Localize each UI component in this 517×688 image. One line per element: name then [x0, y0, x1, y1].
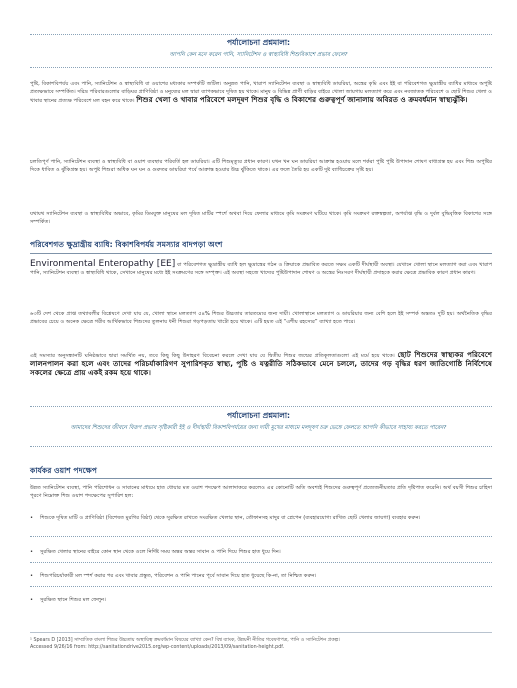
section-rule [30, 253, 492, 254]
bullet-mark: • [30, 597, 34, 603]
paragraph [30, 80, 492, 106]
review-title: পর্যালোচনা প্রশ্নমালা: [226, 38, 291, 47]
section-rule [30, 478, 492, 479]
review-title: পর্যালোচনা প্রশ্নমালা: [226, 411, 291, 420]
paragraph-text: বা পরিবেশগত ক্ষুদ্রান্ত্রীয় ব্যাধি হল ক্ষুদ্রান্ত্রের গঠন ও ক্রিয়াকে প্রভাবিত করতে সক্ষম একটি দীর্ঘস্থায়ী অবস্থা। যেখানে খোলা স্থানে মলত্যাগ করা এবং খারাপ পানি, স্যানিটেশন ব্যবস্থা ও স্বাস্থ্যবিধি থাকে, সেখানে মানুষের মধ্যে ইই সংক্রমণের সঙ্গে সম্পৃক্ত। এই অবস্থা সহজে খাদ্যের পুষ্টিউপাদান শোষণ ও অন্ত্রের নিঃসরণ দীর্ঘস্থায়ী প্রদাহকে করার ক্ষেত্রে প্রভাবিক কারণ প্রধান কারণ। [30, 262, 492, 277]
review-question: আপনি কেন মনে করেন পানি, স্যানিটেশন ও স্বাস্থ্যবিধি শিশুবিকাশে প্রভাব ফেলে? [169, 52, 348, 58]
footnote-url: Accessed 9/26/16 from: http://sanitationdrive2015.org/wp-content/uploads/2013/09/sanitation-height.pdf. [30, 645, 285, 650]
paragraph-emphasis: ছোট শিশুদের স্বাস্থ্যকর পরিবেশে লালনপালন করা হলে এবং তাদের পরিচর্যাকারিগণ সুপারিশকৃত স্বাস্থ্য, পুষ্টি ও যত্নরীতি সঠিকভাবে মেনে চললে, তাদের গড় বৃদ্ধির ধরণ জাতিগোষ্ঠি নির্বিশেষে সকলের ক্ষেত্রে প্রায় একই রকম হয়ে থাকে। [30, 350, 492, 378]
section-heading: কার্যকর ওয়াশ পদক্ষেপ [30, 466, 97, 475]
paragraph: উন্নত স্যানিটেশন ব্যবস্থা, পানি পরিশোধন ও সাবানের মাধ্যমে হাত ধোয়ার মত ওয়াশ পদক্ষেপ আলাদাকরে করলেও এর কোনোটি অতি অবশ্যই শিশুদের গুরুত্বপূর্ণ প্রত্যেজনীয়তার প্রতি দৃষ্টিপাত করেনি। অর্থ বয়সী শিশুর চাহিদা পূরণে নিম্নোক্ত শিশু ওয়াশ পদক্ষেপের সুপারিশ হল: [30, 485, 492, 500]
paragraph [30, 351, 492, 379]
list-item-text: শিশুপরিচর্যাকারী মল স্পর্শ করার পর এবং খাবার প্রস্তুত, পরিবেশন ও পানি পানের পূর্বে সাবান দিয়ে হাত ধুয়েছে কি-না, তা নিশ্চিত করুন। [40, 573, 317, 579]
paragraph-emphasis: শিশুর খেলা ও খাবার পরিবেশে মলদূষণ শিশুর বৃদ্ধি ও বিকাশের গুরুত্বপূর্ণ জানালায় অবিরত ও ক্রমবর্ধমান স্বাস্থ্যঝুঁকি। [136, 95, 468, 105]
paragraph: যথাযথ স্যানিটেশন ব্যবস্থা ও স্বাস্থ্যবিধির অভাবে, কৃমির ডিমযুক্ত মানুষের মল দূষিত মাটির স্পর্শে অথবা দিয়ে ফেলার মাধ্যমে কৃমি সংক্রমণ ঘটিয়ে থাকে। কৃমি সংক্রমণ রক্তস্বল্পতা, অপর্যাপ্ত বৃদ্ধি ও দুর্বল বুদ্ধিবৃত্তিক বিকাশের সঙ্গে সম্পর্কিত। [30, 211, 492, 226]
paragraph-text: পুষ্টি, বিকাশবিপর্যয় এবং পানি, স্যানিটেশন ও স্বাস্থ্যবিধি বা ওয়াশের মধ্যকার সম্পর্কটি জটিল। অনুন্নত পানি, খারাপ স্যানিটেশন ব্যবস্থা ও স্বাস্থ্যবিধি ডায়রিয়া, অন্ত্রের কৃমি এবং ইই বা পরিবেশগত ক্ষুদ্রান্ত্রীয় ব্যাধির মাধ্যমে অপুষ্টি প্রত্যক্ষভাবে সম্পর্কিত। দরিদ্র পরিবারগুলোর বাড়িঘর প্রাণিবিষ্ঠা ও মনুষ্যের মল দ্বারা ব্যাপকভাবে দূষিত হয় থাকে। মানুষ ও বিভিন্ন প্রাণী বাড়ির বাইরে খোলা জায়গায় মলত্যাগ করে এবং নবজাতক পরিবেশে ও ছোট শিশুর খেলা ও খাবার স্থানের প্রত্যক্ষ পরিবেশে মল বহন করে থাকে। [30, 81, 492, 105]
divider [30, 446, 492, 447]
list-item-text: সুরক্ষিত স্থানে শিশুর মল ফেলুন। [40, 597, 106, 603]
divider [30, 406, 492, 407]
paragraph-text: এই সমস্যার অনুসন্ধানটি ঘনিষ্ঠভাবে দ্বারা সমর্থিত নয়, তবে কিছু কিছু উদাহরণ বিবেচনা করলে দেখা যায় যে দ্বিতীয় শিশুর জন্মের প্রতিকূলতাগুলো এই মর্মে হয়ে থাকে। [30, 353, 395, 359]
list-item-text: সুরক্ষিত খেলার স্থানের বাইরে কোন স্থান থেকে ওলে নির্দিষ্ট সময় অন্তর অন্তর সাবান ও পানি দিয়ে শিশুর হাত ধুয়ে দিন। [40, 549, 281, 555]
bullet-mark: • [30, 549, 34, 555]
footnote [30, 637, 492, 651]
section-heading: পরিবেশগত ক্ষুদ্রান্ত্রীয় ব্যাধি: বিকাশবিপর্যয় সমস্যার বাদপড়া অংশ [30, 240, 223, 249]
list-divider [30, 536, 492, 537]
review-question: আমাদের শিশুদের জীবনে বিরূপ প্রভাব সৃষ্টিকারী ইই ও দীর্ঘস্থায়ী বিকাশবিপর্যয়ের জন্য দায়ী মুখের মাধ্যমে মলদূষণ চক্র ভেঙ্গে ফেলতে আপনি কীভাবে সাহায্য করতে পারেন? [70, 425, 447, 431]
footnote-line: ¹ Spears D [2013] সাম্প্রতিক বাংলা শিশুর উচ্চতায় অস্থায়িত্ব ক্রমবর্ধমান বিষয়ের ব্যাখ্যা কেন? বিশ্ব ব্যাংক, উন্নয়নী নীতির গবেষণাপত্র, পানি ও স্যানিটেশন প্রকল্প। [30, 638, 340, 643]
footnote-rule [30, 632, 492, 633]
bullet-mark: • [30, 515, 34, 521]
term-title: Environmental Enteropathy [EE] [30, 259, 176, 269]
list-divider [30, 562, 492, 563]
paragraph [30, 260, 492, 277]
bullet-mark: • [30, 573, 34, 579]
list-item-text: শিশুকে দূষিত মাটি ও প্রাণিবিষ্ঠা (বিশেষত মুরগির বিষ্ঠা) থেকে সুরক্ষিত রাখতে সংরক্ষিত খেলার স্থান, তৌফানসহ মাদুর বা প্লেপেন (ব্যবহারযোগ্য রাখিত ছোট খেলার জায়গা) ব্যবহার করুন। [40, 515, 421, 521]
divider [30, 67, 492, 68]
list-divider [30, 586, 492, 587]
paragraph: ৬৩টি দেশ থেকে প্রাপ্ত তথ্যাবলীর বিশ্লেষণে দেখা যায় যে, খোলা স্থানে মলত্যাগ ৫৪% শিশুর উচ্চতার তারতম্যের জন্য দায়ী। খোলাস্থানে মলত্যাগ ও ডায়রিয়ার জন্য বেশি হলে ইই সম্পর্ক অন্ততঃ দুটি হয়। অর্থনৈতিক বৃদ্ধির প্রভাবের চেয়ে ও অনেক ক্ষেত্রে গরীব আর্থিকভাবে শিশুদের তুলনায় ধনী শিশুরা গড়পড়তায় খাটো হয়ে থাকে। এটি হয়ত এই “এশীয় রহস্যের” ব্যাখ্যা হতে পারে। [30, 311, 492, 326]
divider [30, 34, 492, 35]
paragraph: চলতিপূর্ণ পানি, স্যানিটেশন ব্যবস্থা ও স্বাস্থ্যবিধি বা ওয়াশ ব্যবস্থার পরিবর্তি হল ডায়রিয়া। এটি শিশুমৃত্যুর প্রধান কারণ। যখন খন ঘন ডায়রিয়া আক্রান্ত হওয়ায় মলে শর্করা পুষ্টি পুষ্টি উপাদান শোষণ বাধাগ্রস্ত হয় এবং শিশু অপুষ্টির দিকে ধাবিত ও ঝুঁকিগ্রস্ত হয়। অপুষ্ট শিশুরা অধিক ঘন ঘন ও গুরুতর ডায়রিয়া পর্বে আক্রান্ত হওয়ার উচ্চ ঝুঁকিতে থাকে। এর ফলে তৈরি হয় একটি দুষ্ট ব্যাধিচক্রের সৃষ্টি হয়। [30, 159, 492, 174]
